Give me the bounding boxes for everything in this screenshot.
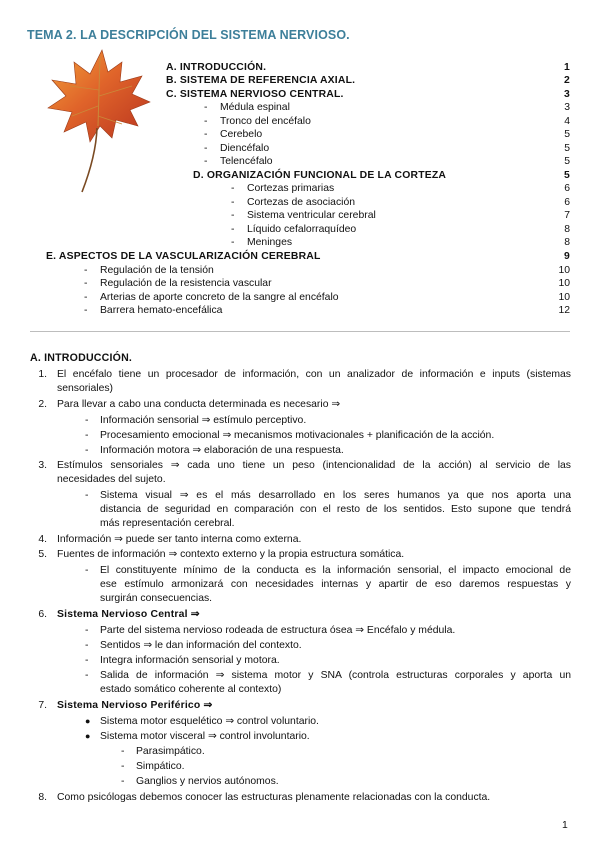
toc-sub-entry[interactable]: - Regulación de la tensión 10: [84, 265, 570, 276]
maple-leaf-icon: [42, 46, 152, 196]
list-sub-item-text: Sistema motor esquelético ⇒ control voluntario.: [100, 716, 319, 727]
list-sub-item-text: distancia de seguridad en comparación con el resto de los sentidos. Esto supone que tendrá: [100, 504, 571, 515]
toc-entry-a[interactable]: A. INTRODUCCIÓN. 1: [166, 62, 570, 73]
list-sub-item-text: Sentidos ⇒ le dan información del contexto.: [100, 640, 302, 651]
list-number: 1.: [38, 369, 47, 380]
list-item-text: sensoriales): [57, 383, 114, 394]
list-sub-item: -: [121, 746, 125, 757]
list-sub-item-text: Salida de información ⇒ sistema motor y SNA (controla estructuras corporales y aporta un: [100, 670, 571, 681]
toc-sub-entry[interactable]: - Tronco del encéfalo 4: [204, 116, 570, 127]
list-sub-item: -: [85, 445, 89, 456]
list-number: 7.: [38, 700, 47, 711]
list-sub-item-text: Información sensorial ⇒ estímulo perceptivo.: [100, 415, 307, 426]
list-number: 2.: [38, 399, 47, 410]
list-sub-item: -: [121, 776, 125, 787]
list-sub-item-text: surgirán consecuencias.: [100, 593, 213, 604]
list-sub-item-text: ese estímulo armonizará con necesidades internas y apartir de eso daremos respuestas y: [100, 579, 571, 590]
toc-entry-e[interactable]: E. ASPECTOS DE LA VASCULARIZACIÓN CEREBRAL 9: [46, 251, 570, 262]
list-item-text: Sistema Nervioso Periférico ⇒: [57, 700, 213, 711]
page-number: 1: [562, 820, 568, 831]
list-sub-item: -: [85, 640, 89, 651]
bullet-icon: ●: [85, 716, 91, 726]
toc-sub-entry[interactable]: - Arterias de aporte concreto de la sangre al encéfalo 10: [84, 292, 570, 303]
list-item-text: Información ⇒ puede ser tanto interna como externa.: [57, 534, 302, 545]
list-item-text: Sistema Nervioso Central ⇒: [57, 609, 200, 620]
toc-sub-entry[interactable]: - Líquido cefalorraquídeo 8: [231, 224, 570, 235]
list-item-text: El encéfalo tiene un procesador de información, con un analizador de información e inputs (sistemas: [57, 369, 571, 380]
list-sub-item-text: Parasimpático.: [136, 746, 205, 757]
list-number: 4.: [38, 534, 47, 545]
list-sub-item-text: El constituyente mínimo de la conducta es la información sensorial, el impacto emocional de: [100, 565, 571, 576]
list-number: 3.: [38, 460, 47, 471]
toc-sub-entry[interactable]: - Telencéfalo 5: [204, 156, 570, 167]
list-sub-item: -: [85, 430, 89, 441]
list-sub-item-text: Parte del sistema nervioso rodeada de estructura ósea ⇒ Encéfalo y médula.: [100, 625, 456, 636]
list-number: 8.: [38, 792, 47, 803]
section-divider: [30, 331, 570, 332]
toc-sub-entry[interactable]: - Diencéfalo 5: [204, 143, 570, 154]
list-sub-item-text: Simpático.: [136, 761, 185, 772]
list-sub-item: -: [85, 670, 89, 681]
list-sub-item-text: Procesamiento emocional ⇒ mecanismos motivacionales + planificación de la acción.: [100, 430, 495, 441]
toc-sub-entry[interactable]: - Cerebelo 5: [204, 129, 570, 140]
toc-sub-entry[interactable]: - Cortezas primarias 6: [231, 183, 570, 194]
list-sub-item-text: Integra información sensorial y motora.: [100, 655, 280, 666]
document-title: TEMA 2. LA DESCRIPCIÓN DEL SISTEMA NERVIOSO.: [27, 28, 350, 42]
list-item-text: Estímulos sensoriales ⇒ cada uno tiene un peso (intencionalidad de la acción) al servicio de las: [57, 460, 571, 471]
list-number: 6.: [38, 609, 47, 620]
list-sub-item: -: [85, 655, 89, 666]
list-sub-item-text: más representación cerebral.: [100, 518, 235, 529]
list-item-text: Para llevar a cabo una conducta determinada es necesario ⇒: [57, 399, 341, 410]
toc-sub-entry[interactable]: - Barrera hemato-encefálica 12: [84, 305, 570, 316]
list-item-text: necesidades del sujeto.: [57, 474, 166, 485]
list-number: 5.: [38, 549, 47, 560]
list-sub-item: -: [85, 565, 89, 576]
list-sub-item: -: [121, 761, 125, 772]
list-sub-item: -: [85, 415, 89, 426]
toc-sub-entry[interactable]: - Meninges 8: [231, 237, 570, 248]
toc-entry-c[interactable]: C. SISTEMA NERVIOSO CENTRAL. 3: [166, 89, 570, 100]
list-item-text: Fuentes de información ⇒ contexto externo y la propia estructura somática.: [57, 549, 405, 560]
list-sub-item-text: Sistema motor visceral ⇒ control involuntario.: [100, 731, 310, 742]
toc-sub-entry[interactable]: - Sistema ventricular cerebral 7: [231, 210, 570, 221]
toc-sub-entry[interactable]: - Médula espinal 3: [204, 102, 570, 113]
toc-sub-entry[interactable]: - Regulación de la resistencia vascular 10: [84, 278, 570, 289]
toc-entry-d[interactable]: D. ORGANIZACIÓN FUNCIONAL DE LA CORTEZA 5: [193, 170, 570, 181]
list-item-text: Como psicólogas debemos conocer las estructuras plenamente relacionadas con la conducta.: [57, 792, 491, 803]
toc-sub-entry[interactable]: - Cortezas de asociación 6: [231, 197, 570, 208]
list-sub-item: -: [85, 490, 89, 501]
list-sub-item-text: estado somático coherente al contexto): [100, 684, 282, 695]
list-sub-item: -: [85, 625, 89, 636]
list-sub-item-text: Información motora ⇒ elaboración de una respuesta.: [100, 445, 344, 456]
section-heading: A. INTRODUCCIÓN.: [30, 352, 133, 364]
list-sub-item-text: Ganglios y nervios autónomos.: [136, 776, 279, 787]
toc-entry-b[interactable]: B. SISTEMA DE REFERENCIA AXIAL. 2: [166, 75, 570, 86]
list-sub-item-text: Sistema visual ⇒ es el más desarrollado en los seres humanos ya que nos aporta una: [100, 490, 571, 501]
bullet-icon: ●: [85, 731, 91, 741]
